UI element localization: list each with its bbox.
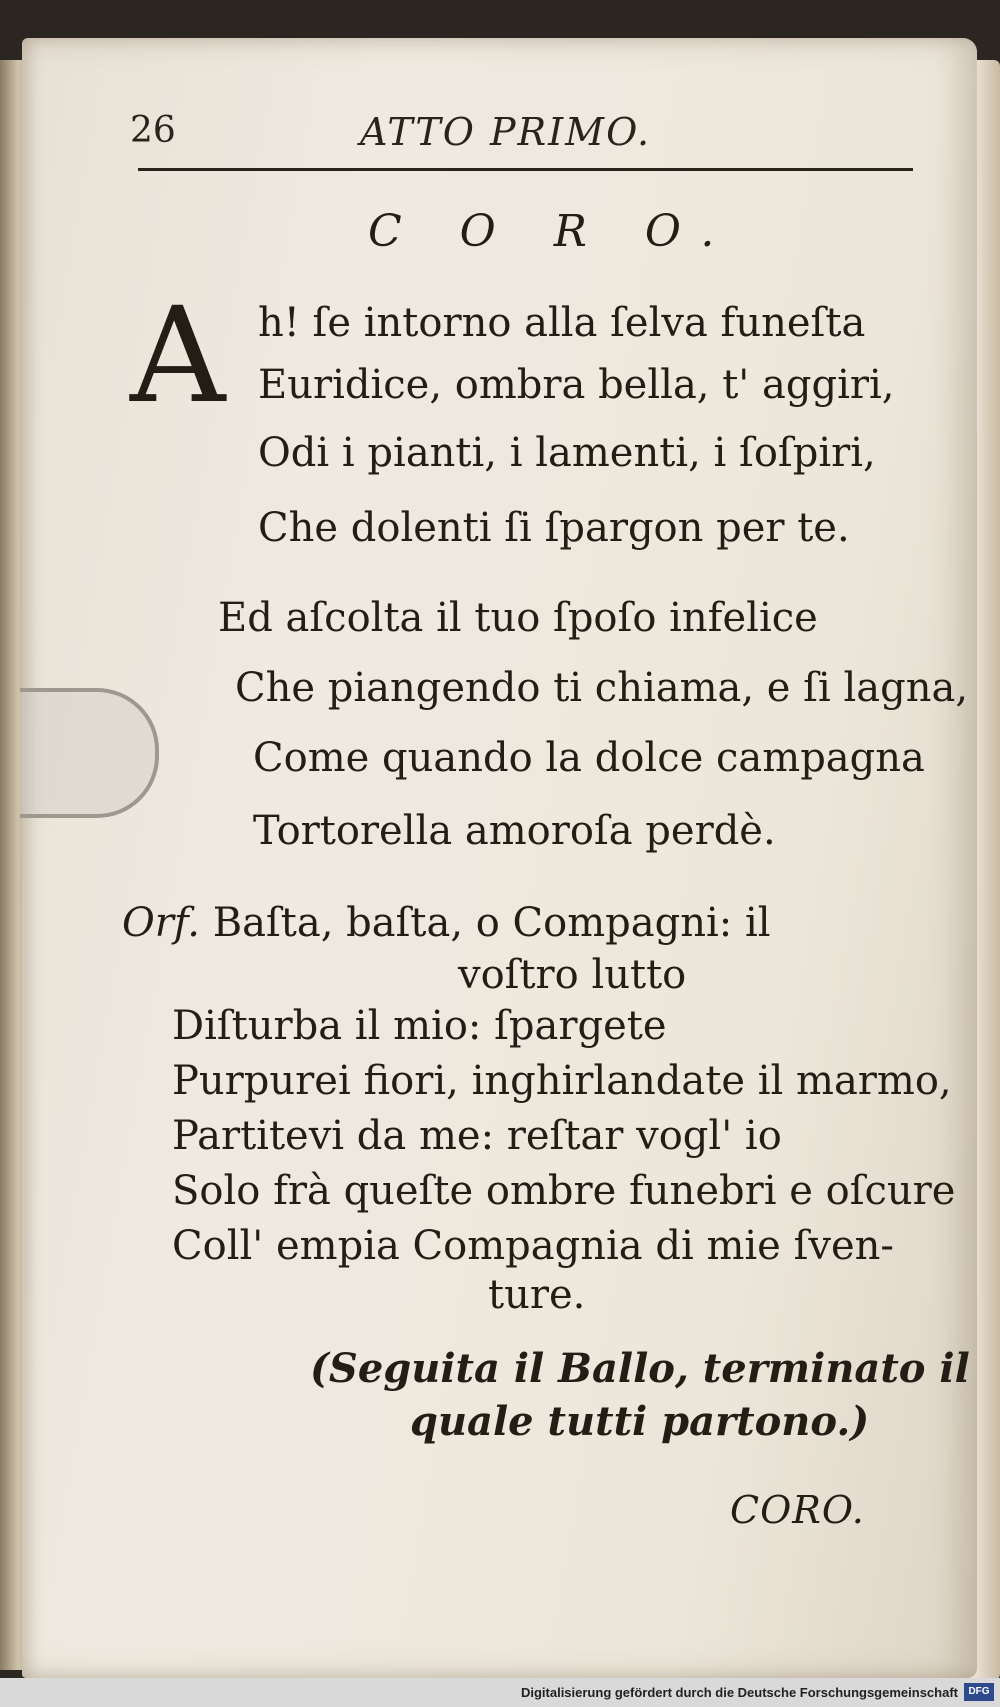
speech-line: Partitevi da me: reſtar vogl' io [172, 1113, 782, 1159]
verse-line: Che dolenti ſi ſpargon per te. [258, 505, 850, 551]
speech-line: Purpurei fiori, inghirlandate il marmo, [172, 1058, 952, 1104]
drop-cap: A [130, 279, 226, 433]
speaker-name: Orf. [122, 900, 201, 946]
verse-line: Tortorella amoroſa perdè. [253, 808, 776, 854]
footer-credit: Digitalisierung gefördert durch die Deutsche Forschungsgemeinschaft [520, 1685, 958, 1700]
running-head [130, 110, 915, 170]
stage-direction-line2: quale tutti partono.) [410, 1398, 870, 1445]
verse-line: Euridice, ombra bella, t' aggiri, [258, 362, 895, 408]
header-rule [138, 168, 913, 171]
verse-line: Ed aſcolta il tuo ſpoſo infelice [218, 595, 818, 641]
speech-line: Diſturba il mio: ſpargete [172, 1003, 667, 1049]
speech-line: Coll' empia Compagnia di mie ſven- [172, 1223, 894, 1269]
catchword: CORO. [730, 1488, 865, 1532]
stage-direction-line1: (Seguita il Ballo, terminato il [310, 1345, 970, 1392]
verse-line: Come quando la dolce campagna [253, 735, 925, 781]
verse-line: h! ſe intorno alla ſelva funeſta [258, 300, 866, 346]
speech-first-line [122, 900, 771, 946]
verse-line: Odi i pianti, i lamenti, i ſoſpiri, [258, 430, 876, 476]
speech-line: ture. [488, 1272, 586, 1318]
speech-text: Baſta, baſta, o Compagni: il [212, 900, 771, 946]
chorus-heading: C O R O. [368, 206, 737, 257]
page-number: 26 [130, 110, 176, 151]
verse-line: Che piangendo ti chiama, e ſi lagna, [235, 665, 969, 711]
speech-line: voſtro lutto [458, 952, 687, 998]
dfg-logo-icon: DFG [964, 1683, 994, 1701]
speech-line: Solo frà queſte ombre funebri e oſcure [172, 1168, 956, 1214]
page-clip [20, 688, 159, 818]
running-title: ATTO PRIMO. [360, 110, 652, 154]
digitization-footer [0, 1678, 1000, 1707]
